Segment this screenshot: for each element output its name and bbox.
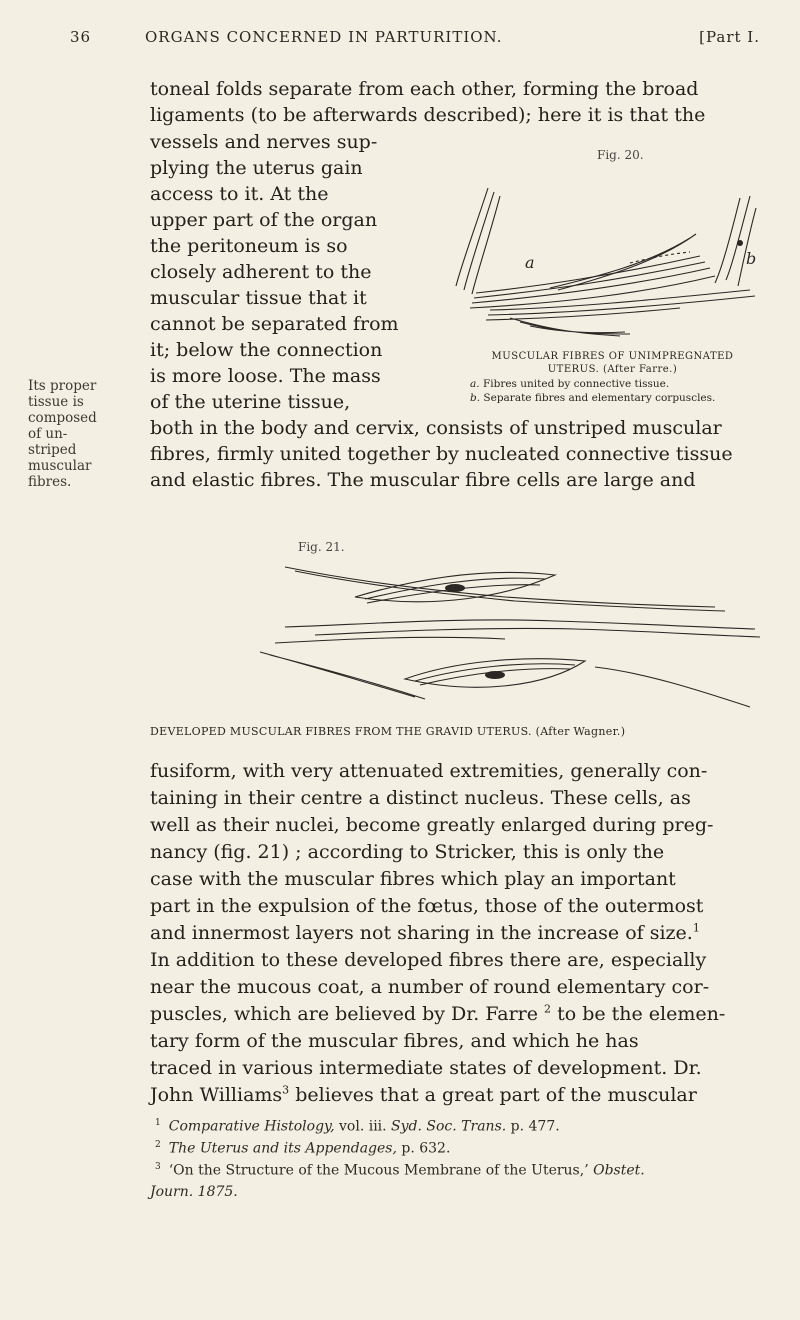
footnote-title: Comparative Histology,: [168, 1118, 335, 1135]
body-line: and elastic fibres. The muscular fibre cells are large and: [150, 469, 696, 491]
footnote: [155, 1162, 645, 1179]
footnote-text: p. 632.: [396, 1140, 451, 1157]
margin-note-line: striped: [28, 442, 77, 458]
body-line: muscular tissue that it: [150, 287, 367, 309]
body-line: taining in their centre a distinct nucleus. These cells, as: [150, 787, 691, 809]
fig20-caption-line: MUSCULAR FIBRES OF UNIMPREGNATED: [491, 351, 734, 362]
body-line: [150, 1003, 725, 1025]
fig20-legend-key: a.: [470, 378, 480, 390]
footnote-text: vol. iii.: [334, 1118, 392, 1135]
body-line: both in the body and cervix, consists of unstriped muscular: [150, 417, 722, 439]
fig20-illustration: [450, 168, 780, 348]
fig21-illustration: [255, 557, 775, 717]
body-line: it; below the connection: [150, 339, 383, 361]
body-line-text: fusiform, with very attenuated extremities, generally con-: [150, 760, 708, 782]
body-line: [150, 760, 770, 782]
footnote-text: ‘On the Structure of the Mucous Membrane of the Uterus,’: [168, 1162, 594, 1179]
footnote-title: Syd. Soc. Trans.: [391, 1118, 507, 1135]
fig21-label: Fig. 21.: [298, 540, 345, 554]
body-line: is more loose. The mass: [150, 365, 381, 387]
fig21-caption: DEVELOPED MUSCULAR FIBRES FROM THE GRAVID UTERUS. (After Wagner.): [150, 725, 626, 738]
footnote-ref: 3: [282, 1083, 290, 1097]
part-label: [Part I.: [699, 28, 760, 46]
footnote-num: 1: [155, 1118, 161, 1128]
body-line: fibres, firmly united together by nucleated connective tissue: [150, 443, 733, 465]
footnote-ref: 2: [544, 1002, 552, 1016]
body-line: well as their nuclei, become greatly enlarged during preg-: [150, 814, 714, 836]
footnote-ref: 1: [692, 921, 700, 935]
body-line-text: to be the elemen-: [557, 1003, 726, 1025]
body-line: case with the muscular fibres which play an important: [150, 868, 676, 890]
fig20-letter-a: a: [525, 253, 535, 272]
footnote-num: 2: [155, 1140, 161, 1150]
body-line: tary form of the muscular fibres, and which he has: [150, 1030, 639, 1052]
fig20-letter-b: b: [746, 249, 757, 268]
body-line-text: puscles, which are believed by Dr. Farre: [150, 1003, 538, 1025]
body-line: upper part of the organ: [150, 209, 378, 231]
body-line: vessels and nerves sup-: [150, 131, 378, 153]
body-line: ligaments (to be afterwards described); here it is that the: [150, 104, 706, 126]
body-line-text: and innermost layers not sharing in the increase of size.: [150, 922, 693, 944]
fig20-legend-text: Fibres united by connective tissue.: [482, 378, 670, 390]
body-line: toneal folds separate from each other, forming the broad: [150, 78, 699, 100]
body-line: [150, 1084, 697, 1106]
fig20-legend-key: b.: [470, 392, 481, 404]
fig20-legend-text: Separate fibres and elementary corpuscles.: [483, 392, 716, 404]
footnote: [155, 1118, 560, 1135]
margin-note-line: Its proper: [28, 378, 97, 394]
body-line: the peritoneum is so: [150, 235, 348, 257]
body-line-text: John Williams: [150, 1084, 283, 1106]
margin-note-line: tissue is: [28, 394, 84, 410]
body-line: In addition to these developed fibres there are, especially: [150, 949, 707, 971]
fig20-legend-item: [470, 378, 669, 390]
body-line: cannot be separated from: [150, 313, 399, 335]
fig20-label: Fig. 20.: [597, 148, 644, 162]
body-line: part in the expulsion of the fœtus, those of the outermost: [150, 895, 704, 917]
body-line: traced in various intermediate states of development. Dr.: [150, 1057, 702, 1079]
margin-note-line: of un-: [28, 426, 68, 442]
body-line: near the mucous coat, a number of round elementary cor-: [150, 976, 710, 998]
footnote: [155, 1140, 450, 1157]
body-line: closely adherent to the: [150, 261, 372, 283]
running-header: [70, 28, 770, 58]
margin-note-line: composed: [28, 410, 97, 426]
fig20-caption: [450, 350, 775, 376]
footnote-title: Journ. 1875.: [150, 1184, 238, 1200]
footnote-num: 3: [155, 1162, 161, 1172]
margin-note: [28, 378, 98, 490]
footnote-title: Obstet.: [593, 1162, 645, 1179]
footnote-text: p. 477.: [506, 1118, 560, 1135]
fig20-legend-item: [470, 392, 715, 404]
margin-note-line: muscular: [28, 458, 92, 474]
running-title: ORGANS CONCERNED IN PARTURITION.: [145, 28, 503, 46]
body-line: of the uterine tissue,: [150, 391, 351, 413]
body-line-text: believes that a great part of the muscular: [295, 1084, 697, 1106]
body-line: nancy (fig. 21) ; according to Stricker, this is only the: [150, 841, 665, 863]
page-number: 36: [70, 28, 92, 46]
footnote-title: The Uterus and its Appendages,: [168, 1140, 397, 1157]
margin-note-line: fibres.: [28, 474, 72, 490]
body-line: plying the uterus gain: [150, 157, 363, 179]
body-line: [150, 922, 700, 944]
footnote-continuation: [150, 1184, 238, 1200]
fig20-caption-line: UTERUS. (After Farre.): [547, 364, 678, 375]
body-line: access to it. At the: [150, 183, 329, 205]
